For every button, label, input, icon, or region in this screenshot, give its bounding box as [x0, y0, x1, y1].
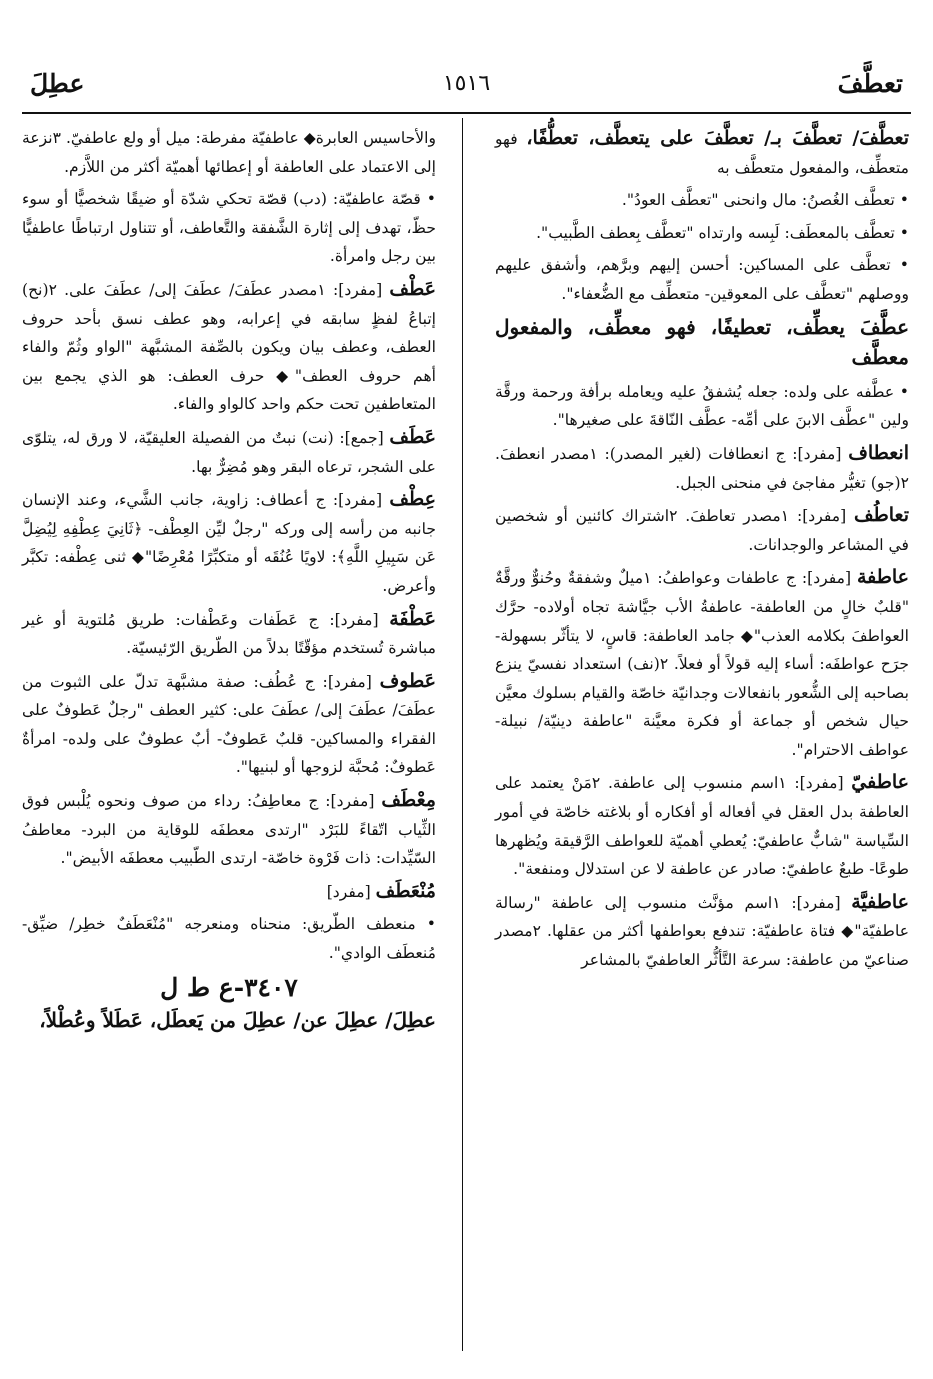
entry-definition: [مفرد]: ج معاطِفُ: رداء من صوف ونحوه يُلْبس فوق الثِّياب اتّقاءً للبَرْد "ارتدى معطفَه للوقاية من البرد- معاطفُ السّيِّدات: ذات فَرْوة خاصّة- ارتدى الطّبيب معطفَه الأبيض".: [22, 792, 436, 868]
entry-definition: [مفرد]: ج عُطُف: صفة مشبَّهة تدلّ على الثبوت من عطَفَ/ عطَفَ إلى/ عطَفَ على: كثير العطف "رجلٌ عَطوفٌ على الفقراء والمساكين- قلبٌ عَطوفٌ- أبٌ عطوفٌ على ولده- امرأةٌ عَطوفٌ: مُحبَّة لزوجها أو لبنيها".: [22, 672, 436, 777]
entry-definition: [مفرد]: ج انعطافات (لغير المصدر): ١مصدر انعطفَ. ٢(جو) تغيُّر مفاجئ في منحنى الجبل.: [495, 444, 909, 492]
dictionary-entry: [495, 563, 909, 764]
entry-headword: عَطْف: [389, 277, 436, 300]
dictionary-entry: [22, 423, 436, 481]
dictionary-entry: [22, 1006, 436, 1037]
dictionary-entry: [495, 501, 909, 559]
dictionary-entry: [22, 667, 436, 782]
dictionary-entry: [495, 768, 909, 883]
entry-definition: [مفرد]: ج عَطَفات وعَطْفات: طريق مُلتوية أو غير مباشرة تُستخدم مؤقّتًا بدلاً من الطّريق الرّئيسيّة.: [22, 610, 436, 658]
entry-definition: [جمع]: (نت) نبتٌ من الفصيلة العليقيّة، لا ورق له، يتلوّى على الشجر، ترعاه البقر وهو مُضِرٌّ بها.: [22, 428, 436, 476]
dictionary-entry: [22, 786, 436, 873]
dictionary-entry: [495, 251, 909, 308]
entry-definition: والأحاسيس العابرة◆ عاطفيّة مفرطة: ميل أو ولع عاطفيّ. ٣نزعة إلى الاعتماد على العاطفة أو إعطائها أهميّة أكثر من اللاَّزم.: [22, 129, 436, 176]
entry-definition: • عطَّفه على ولده: جعله يُشفقُ عليه ويعامله برأفة ورحمة ورقَّة ولين "عطَّف الابنَ على أمِّه- عطَّف النّاقةَ على صغيرها".: [495, 382, 909, 430]
entry-definition: • تعطَّف الغُصنُ: مال وانحنى "تعطَّف العودُ".: [621, 191, 909, 210]
entry-headword: عَطْفَة: [389, 607, 436, 630]
dictionary-entry: [495, 186, 909, 215]
entry-headword: انعطاف: [848, 441, 909, 464]
entry-headword: عاطفيّ: [851, 771, 909, 794]
entry-headword: عَطَف: [389, 425, 436, 448]
dictionary-entry: [22, 275, 436, 419]
entry-definition: [مفرد]: ج أعطاف: زاوية، جانب الشَّيء، وعند الإنسان جانبه من رأسه إلى وركه "رجلٌ ليِّن العِطْف- ﴿ثَانِيَ عِطْفِهِ لِيُضِلَّ عَن سَبِيلِ اللَّهِ﴾: لاويًا عُنُقَه أو متكبِّرًا مُعْرِضًا"◆ ثنى عِطْفه: تكبَّر وأعرض.: [22, 491, 436, 595]
entry-headword: عطَّفَ يعطِّف، تعطيفًا، فهو معطِّف، والمفعول معطَّف: [495, 314, 909, 370]
dictionary-entry: [495, 219, 909, 248]
dictionary-entry: [22, 910, 436, 967]
entry-definition: • منعطف الطّريق: منحناه ومنعرجه "مُنْعَطَفٌ خطِر/ ضيِّق- مُنعطَف الوادي".: [22, 915, 436, 963]
dictionary-entry: [495, 313, 909, 374]
entry-definition: فهو متعطِّف، والمفعول متعطَّف به: [495, 130, 909, 177]
entry-headword: تعاطُف: [853, 504, 910, 527]
dictionary-entry: [22, 605, 436, 663]
entry-definition: [مفرد]: ١مصدر تعاطفَ. ٢اشتراك كائنين أو شخصين في المشاعر والوجدانات.: [495, 507, 909, 554]
entry-headword: عاطفيَّة: [851, 890, 909, 913]
page-number: ١٥١٦: [442, 70, 491, 96]
dictionary-entry: [495, 378, 909, 435]
first-guide-word: تعطَّفَ: [837, 68, 903, 98]
entry-headword: عطِلَ/ عطِلَ عن/ عطِلَ من يَعطَل، عَطَلاً وعُطْلاً،: [39, 1008, 436, 1033]
entry-definition: [مفرد]: ١اسم مؤنَّث منسوب إلى عاطفة "رسالة عاطفيّة"◆ فتاة عاطفيّة: تندفع بعواطفها أكثر من عقلها. ٢مصدر صناعيّ من عاطفة: سرعة التَّأثُّر العاطفيّ بالمشاعر: [495, 893, 909, 970]
dictionary-entry: [22, 485, 436, 600]
header-rule: [22, 112, 911, 114]
entry-definition: [مفرد]: ١مصدر عطَفَ/ عطَفَ إلى/ عطَفَ على. ٢(نح) إتباعُ لفظٍ سابقه في إعرابه، وهو عطف نسق بأحد حروف العطف، وعطف بيان ويكون بالصِّفة المشبَّهة "الواو وثُمّ والفاء أهم حروف العطف"◆ حرف العطف: هو الذي يجمع بين المتعاطفين تحت حكم واحد كالواو والفاء.: [22, 280, 436, 414]
entry-headword: عَطوف: [379, 669, 436, 692]
entry-headword: مُنْعَطَف: [375, 879, 436, 902]
dictionary-entry: [495, 888, 909, 975]
column-divider: [462, 118, 463, 1351]
left-column: [22, 124, 436, 1041]
entry-definition: [مفرد]: [326, 882, 371, 901]
entry-headword: عِطْف: [389, 488, 436, 511]
entry-headword: مِعْطَف: [381, 789, 436, 812]
dictionary-entry: [495, 124, 909, 182]
entry-definition: • تعطَّف على المساكين: أحسن إليهم وبرَّهم، وأشفق عليهم ووصلهم "تعطَّف على المعوقين- متعطِّف مع الضُّعفاء".: [495, 256, 909, 303]
entry-definition: [مفرد]: ١اسم منسوب إلى عاطفة. ٢مَنْ يعتمد على العاطفة بدل العقل في أفعاله أو أفكاره أو بلاغته خاصّة في أمور السِّياسة "شابٌّ عاطفيّ: يُعطي أهميّة للعواطف الرَّقيقة ويُظهرها طوعًا- طبعٌ عاطفيّ: صادر عن عاطفة لا عن استدلال ومنفعة".: [495, 774, 909, 879]
dictionary-entry: [22, 185, 436, 271]
entry-definition: [مفرد]: ج عاطفات وعواطفُ: ١ميلٌ وشفقةٌ وحُنوٌّ ورقَّةٌ "قلبٌ خالٍ من العاطفة- عاطفةُ الأب جيَّاشة تجاه أولاده- حرَّك العواطفَ بكلامه العذب"◆ جامد العاطفة: قاسٍ، لا يتأثّر بسهولة- جرَح عواطفَه: أساء إليه قولاً أو فعلاً. ٢(نف) استعداد نفسيّ ينزع بصاحبه إلى الشُّعور بانفعالات وجدانيّة خاصّة والقيام بسلوك معيَّن حيال شخص أو جماعة أو فكرة معيَّنة "عاطفة دينيّة/ نبيلة- عواطف الاحترام".: [495, 569, 910, 759]
entry-headword: عاطفة: [856, 566, 910, 589]
entry-headword: تعطَّفَ/ تعطَّفَ بـ/ تعطَّفَ على يتعطَّف، تعطُّفًا،: [526, 127, 909, 149]
dictionary-entry: [22, 877, 436, 907]
last-guide-word: عطِلَ: [30, 68, 85, 98]
page-header: [30, 62, 903, 104]
root-heading: ٣٤٠٧-ع ط ل: [160, 972, 298, 1002]
entry-definition: • تعطَّف بالمعطَف: لَبِسه وارتداه "تعطَّف بِعطف الطَّبيب".: [536, 223, 909, 242]
right-column: [495, 124, 909, 979]
entry-definition: • قصّة عاطفيّة: (دب) قصّة تحكي شدّة أو ضيقًا شخصيًّا أو سوء حظّ، تهدف إلى إثارة الشَّفقة والتَّعاطف، أو تتناول ارتباطًا عاطفيًّا بين رجل وامرأة.: [22, 190, 436, 266]
dictionary-entry: [495, 439, 909, 497]
dictionary-entry: [22, 124, 436, 181]
